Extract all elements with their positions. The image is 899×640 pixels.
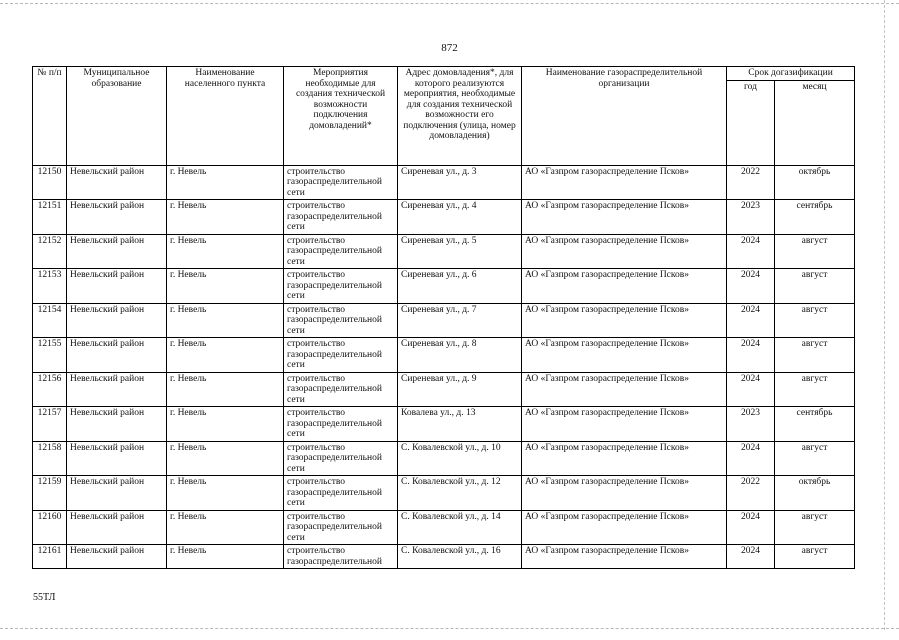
- row-event: строительство газораспределительной сети: [284, 510, 398, 545]
- row-year: 2024: [727, 338, 775, 373]
- row-event: строительство газораспределительной сети: [284, 165, 398, 200]
- row-number: 12159: [33, 476, 67, 511]
- row-municipality: Невельский район: [67, 476, 167, 511]
- row-municipality: Невельский район: [67, 234, 167, 269]
- row-settlement: г. Невель: [167, 441, 284, 476]
- row-settlement: г. Невель: [167, 545, 284, 569]
- row-address: Сиреневая ул., д. 8: [398, 338, 522, 373]
- row-month: сентябрь: [775, 200, 855, 235]
- gasification-table: [32, 66, 855, 569]
- row-settlement: г. Невель: [167, 234, 284, 269]
- scan-edge-bottom: [0, 628, 899, 629]
- table-row: [33, 338, 855, 373]
- row-municipality: Невельский район: [67, 372, 167, 407]
- row-settlement: г. Невель: [167, 200, 284, 235]
- row-address: С. Ковалевской ул., д. 14: [398, 510, 522, 545]
- row-month: август: [775, 441, 855, 476]
- row-event: строительство газораспределительной сети: [284, 269, 398, 304]
- row-month: август: [775, 372, 855, 407]
- row-event: строительство газораспределительной сети: [284, 407, 398, 442]
- row-month: август: [775, 269, 855, 304]
- row-number: 12152: [33, 234, 67, 269]
- row-month: октябрь: [775, 476, 855, 511]
- row-settlement: г. Невель: [167, 165, 284, 200]
- row-organization: АО «Газпром газораспределение Псков»: [522, 372, 727, 407]
- table-row: [33, 200, 855, 235]
- scan-edge-right: [884, 0, 885, 630]
- table-row: [33, 165, 855, 200]
- row-year: 2024: [727, 372, 775, 407]
- table-header: [33, 67, 855, 166]
- row-organization: АО «Газпром газораспределение Псков»: [522, 165, 727, 200]
- row-number: 12161: [33, 545, 67, 569]
- table-body: [33, 165, 855, 569]
- table-row: [33, 545, 855, 569]
- row-address: Сиреневая ул., д. 9: [398, 372, 522, 407]
- table-row: [33, 372, 855, 407]
- row-municipality: Невельский район: [67, 200, 167, 235]
- row-municipality: Невельский район: [67, 303, 167, 338]
- row-number: 12155: [33, 338, 67, 373]
- table-row: [33, 407, 855, 442]
- row-year: 2023: [727, 200, 775, 235]
- header-month: месяц: [775, 80, 855, 165]
- header-num: № п/п: [33, 67, 67, 166]
- row-month: октябрь: [775, 165, 855, 200]
- row-number: 12157: [33, 407, 67, 442]
- row-number: 12150: [33, 165, 67, 200]
- row-municipality: Невельский район: [67, 338, 167, 373]
- row-organization: АО «Газпром газораспределение Псков»: [522, 338, 727, 373]
- row-organization: АО «Газпром газораспределение Псков»: [522, 407, 727, 442]
- table-row: [33, 476, 855, 511]
- row-month: август: [775, 510, 855, 545]
- table-row: [33, 510, 855, 545]
- row-settlement: г. Невель: [167, 303, 284, 338]
- table-row: [33, 234, 855, 269]
- page-number: 872: [441, 42, 458, 54]
- row-municipality: Невельский район: [67, 407, 167, 442]
- row-year: 2022: [727, 476, 775, 511]
- row-settlement: г. Невель: [167, 510, 284, 545]
- row-municipality: Невельский район: [67, 441, 167, 476]
- row-number: 12156: [33, 372, 67, 407]
- row-year: 2024: [727, 441, 775, 476]
- header-address: Адрес домовладения*, для которого реализуются мероприятия, необходимые для создания технической возможности его подключения (улица, номер домовладения): [398, 67, 522, 166]
- row-organization: АО «Газпром газораспределение Псков»: [522, 303, 727, 338]
- row-year: 2024: [727, 234, 775, 269]
- row-settlement: г. Невель: [167, 372, 284, 407]
- row-address: Сиреневая ул., д. 3: [398, 165, 522, 200]
- row-number: 12154: [33, 303, 67, 338]
- row-address: С. Ковалевской ул., д. 16: [398, 545, 522, 569]
- row-organization: АО «Газпром газораспределение Псков»: [522, 234, 727, 269]
- row-number: 12153: [33, 269, 67, 304]
- row-address: Сиреневая ул., д. 7: [398, 303, 522, 338]
- row-address: Сиреневая ул., д. 5: [398, 234, 522, 269]
- row-address: С. Ковалевской ул., д. 12: [398, 476, 522, 511]
- row-month: август: [775, 303, 855, 338]
- table-row: [33, 303, 855, 338]
- row-number: 12160: [33, 510, 67, 545]
- row-year: 2024: [727, 269, 775, 304]
- row-year: 2024: [727, 545, 775, 569]
- row-organization: АО «Газпром газораспределение Псков»: [522, 510, 727, 545]
- row-event: строительство газораспределительной сети: [284, 338, 398, 373]
- header-term: Срок догазификации: [727, 67, 855, 81]
- row-event: строительство газораспределительной сети: [284, 303, 398, 338]
- row-organization: АО «Газпром газораспределение Псков»: [522, 441, 727, 476]
- row-month: август: [775, 338, 855, 373]
- row-organization: АО «Газпром газораспределение Псков»: [522, 545, 727, 569]
- row-year: 2023: [727, 407, 775, 442]
- row-address: Сиреневая ул., д. 6: [398, 269, 522, 304]
- row-year: 2024: [727, 303, 775, 338]
- row-event: строительство газораспределительной сети: [284, 441, 398, 476]
- row-month: август: [775, 545, 855, 569]
- row-settlement: г. Невель: [167, 476, 284, 511]
- row-event: строительство газораспределительной сети: [284, 234, 398, 269]
- header-event: Мероприятия необходимые для создания технической возможности подключения домовладений*: [284, 67, 398, 166]
- row-municipality: Невельский район: [67, 269, 167, 304]
- row-municipality: Невельский район: [67, 545, 167, 569]
- row-organization: АО «Газпром газораспределение Псков»: [522, 200, 727, 235]
- row-event: строительство газораспределительной: [284, 545, 398, 569]
- table-row: [33, 269, 855, 304]
- row-municipality: Невельский район: [67, 165, 167, 200]
- row-number: 12151: [33, 200, 67, 235]
- row-event: строительство газораспределительной сети: [284, 476, 398, 511]
- row-month: август: [775, 234, 855, 269]
- footer-code: 55ТЛ: [33, 592, 56, 603]
- header-settlement: Наименование населенного пункта: [167, 67, 284, 166]
- row-organization: АО «Газпром газораспределение Псков»: [522, 269, 727, 304]
- row-settlement: г. Невель: [167, 269, 284, 304]
- header-municipality: Муниципальное образование: [67, 67, 167, 166]
- scan-edge-top: [0, 3, 899, 4]
- table-row: [33, 441, 855, 476]
- row-year: 2022: [727, 165, 775, 200]
- row-settlement: г. Невель: [167, 407, 284, 442]
- row-year: 2024: [727, 510, 775, 545]
- row-settlement: г. Невель: [167, 338, 284, 373]
- row-municipality: Невельский район: [67, 510, 167, 545]
- row-address: С. Ковалевской ул., д. 10: [398, 441, 522, 476]
- header-org: Наименование газораспределительной организации: [522, 67, 727, 166]
- row-organization: АО «Газпром газораспределение Псков»: [522, 476, 727, 511]
- row-event: строительство газораспределительной сети: [284, 372, 398, 407]
- row-month: сентябрь: [775, 407, 855, 442]
- row-event: строительство газораспределительной сети: [284, 200, 398, 235]
- row-address: Сиреневая ул., д. 4: [398, 200, 522, 235]
- header-year: год: [727, 80, 775, 165]
- row-number: 12158: [33, 441, 67, 476]
- row-address: Ковалева ул., д. 13: [398, 407, 522, 442]
